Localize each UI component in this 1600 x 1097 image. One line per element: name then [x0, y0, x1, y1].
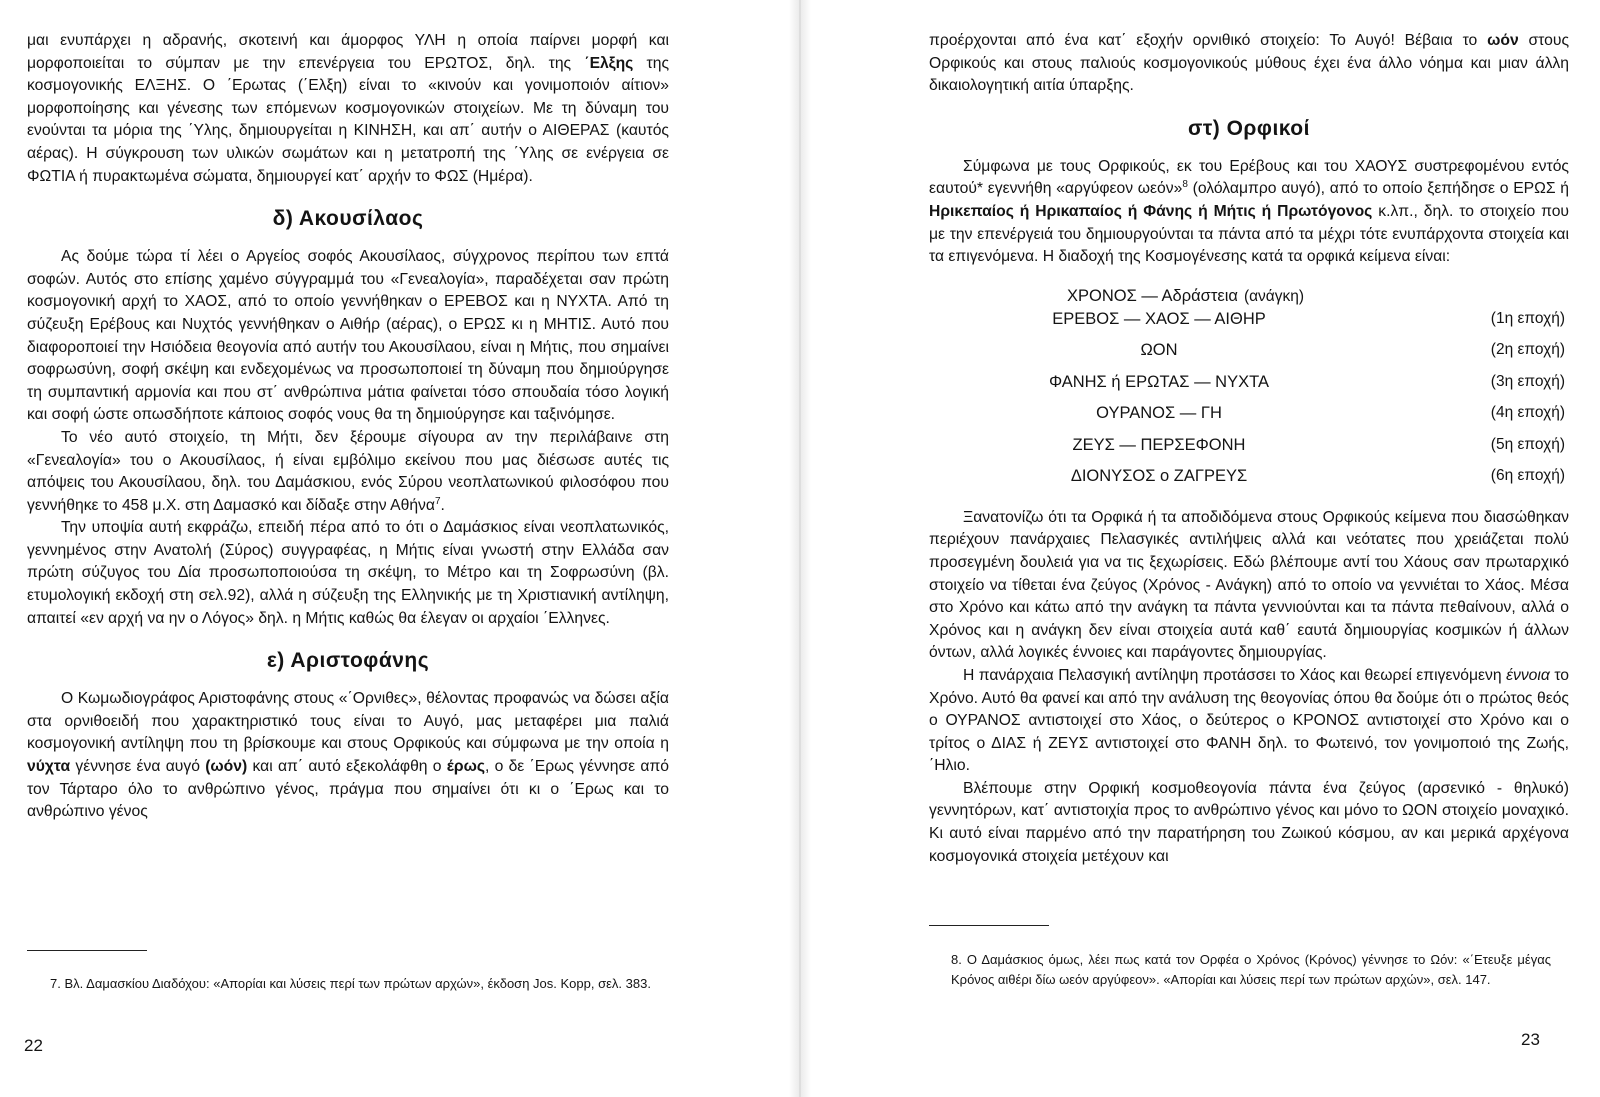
chronology-era: (1η εποχή)	[1490, 309, 1565, 327]
left-page-body	[27, 30, 669, 824]
paragraph: Βλέπουμε στην Ορφική κοσμοθεογονία πάντα ένα ζεύγος (αρσενικό - θηλυκό) γεννητόρων, κατ΄ αντιστοιχία προς το ανθρώπινο γένος και μόνο το ΩΟΝ στοιχείο μοναχικό. Κι αυτό είναι παρμένο από την παρατήρηση του Ζωικού κόσμου, αν και μερικά αρχέγονα κοσμογονικά στοιχεία μετέχουν και	[929, 779, 1569, 865]
chronology-era: (2η εποχή)	[1490, 341, 1565, 359]
chronology-row	[929, 369, 1569, 401]
paragraph: Ο Κωμωδιογράφος Αριστοφάνης στους «΄Ορνιθες», θέλοντας προφανώς να δώσει αξία στα ορνιθοειδή που χαρακτηριστικό τους είναι το Αυγό, μας μεταφέρει μια παλιά κοσμογονική αντίληψη που τη βρίσκουμε και στους Ορφικούς και σύμφωνα με την οποία η νύχτα γέννησε ένα αυγό (ωόν) και απ΄ αυτό εξεκολάφθη ο έρως, ο δε ΄Ερως γέννησε από τον Τάρταρο όλο το ανθρώπινο γένος, πράγμα που σημαίνει ότι κι ο ΄Ερως και το ανθρώπινο γένος	[27, 690, 670, 821]
chronology-era: (5η εποχή)	[1490, 435, 1565, 453]
chronology-note: (ανάγκη)	[1243, 287, 1305, 305]
chronology-row	[929, 463, 1569, 495]
chronology-name: ΟΥΡΑΝΟΣ — ΓΗ	[1096, 404, 1222, 423]
section-heading-orfikoi: στ) Ορφικοί	[1188, 116, 1310, 140]
chronology-era: (4η εποχή)	[1490, 404, 1565, 422]
page-number: 23	[1521, 1030, 1540, 1049]
section-heading-aristofanis: ε) Αριστοφάνης	[266, 649, 430, 673]
right-page-body	[929, 30, 1569, 868]
paragraph: μαι ενυπάρχει η αδρανής, σκοτεινή και άμορφος ΥΛΗ η οποία παίρνει μορφή και μορφοποιείται το σύμπαν με την επενέργεια του ΕΡΩΤΟΣ, δηλ. της ΄Ελξης της κοσμογονικής ΕΛΞΗΣ. Ο ΄Ερωτας (΄Ελξη) είναι το «κινούν και γονιμοποιόν αίτιον» μορφοποίησης και γένεσης των επόμενων κοσμογονικών στοιχείων. Με τη δύναμη του ενούνται τα μόρια της ΄Υλης, δημιουργείται η ΚΙΝΗΣΗ, και απ΄ αυτήν ο ΑΙΘΕΡΑΣ (καυτός αέρας). Η σύγκρουση των υλικών σωμάτων και η μετατροπή της ΄Υλης σε ενέργεια σε ΦΩΤΙΑ ή πυρακτωμένα σώματα, δημιουργεί κατ΄ αρχήν το ΦΩΣ (Ημέρα).	[27, 32, 670, 185]
footnote-7: 7. Βλ. Δαμασκίου Διαδόχου: «Απορίαι και λύσεις περί των πρώτων αρχών», έκδοση Jos. Kopp, σελ. 383.	[50, 976, 651, 991]
paragraph: Ας δούμε τώρα τί λέει ο Αργείος σοφός Ακουσίλαος, σύγχρονος περίπου των επτά σοφών. Αυτός στο επίσης χαμένο σύγγραμμά του «Γενεαλογία», παραδέχεται σαν πρώτη κοσμογονική αρχή το ΧΑΟΣ, από το οποίο γεννήθηκαν ο ΕΡΕΒΟΣ και η ΝΥΧΤΑ. Από τη σύζευξη Ερέβους και Νυχτός γεννήθηκαν ο Αιθήρ (αέρας), ο ΕΡΩΣ κι η ΜΗΤΙΣ. Αυτό που διαφοροποιεί την Ησιόδεια θεογονία από αυτήν του Ακουσίλαου, είναι η Μήτις, που σημαίνει σοφρωσύνη, σοφή σκέψη και ενδεχομένως να προσωποποιεί τη δύναμη που δημιούργησε τη συμπαντική αρμονία και που στ΄ ανθρώπινα μάτια φαίνεται τόσο σπουδαία τόσο λογική και σοφή ώστε οπωσδήποτε κάποιος σοφός νους θα τη δημιούργησε και ταξινόμησε.	[27, 248, 669, 424]
chronology-name: ΖΕΥΣ — ΠΕΡΣΕΦΟΝΗ	[1072, 435, 1246, 454]
chronology-era: (6η εποχή)	[1490, 467, 1565, 485]
footnote-8: 8. Ο Δαμάσκιος όμως, λέει πως κατά τον Ορφέα ο Χρόνος (Κρόνος) γέννησε το Ωόν: «΄Ετευξε μέγας Κρόνος αιθέρι δίω ωεόν αργύφεον». «Απορίαι και λύσεις περί των πρώτων αρχών», σελ. 147.	[951, 952, 1551, 987]
chronology-row	[929, 400, 1569, 432]
chronology-name: ΧΡΟΝΟΣ — Αδράστεια	[1067, 286, 1238, 305]
paragraph: Την υποψία αυτή εκφράζω, επειδή πέρα από το ότι ο Δαμάσκιος είναι νεοπλατωνικός, γεννημένος στην Ανατολή (Σύρος) συγγραφέας, η Μήτις είναι γνωστή στην Ελλάδα σαν πρώτη σύζυγος του Δία προσωποποιούσα τη σκέψη, το Μέτρο και τη Σοφρωσύνη (βλ. ετυμολογική εκδοχή στη σελ.92), αλλά η σύζευξη της Ελληνικής με τη Χριστιανική αντίληψη, απαιτεί «εν αρχή να ην ο Λόγος» δηλ. η Μήτις καθώς θα έλεγαν οι αρχαίοι ΄Ελληνες.	[27, 519, 669, 627]
page-number: 22	[24, 1036, 43, 1055]
paragraph: Το νέο αυτό στοιχείο, τη Μήτι, δεν ξέρουμε σίγουρα αν την περιλάβαινε στη «Γενεαλογία» του ο Ακουσίλαος, ή είναι εμβόλιμο εκείνου που μας διέσωσε αυτές τις απόψεις του Ακουσίλαου, δηλ. του Δαμάσκιου, ενός Σύρου νεοπλατωνικού φιλοσόφου που γεννήθηκε το 458 μ.Χ. στη Δαμασκό και δίδαξε στην Αθήνα$^7$.	[27, 428, 669, 514]
chronology-row	[929, 432, 1569, 464]
paragraph: προέρχονται από ένα κατ΄ εξοχήν ορνιθικό στοιχείο: Το Αυγό! Βέβαια το ωόν στους Ορφικούς και στους παλιούς κοσμογονικούς μύθους έχει ένα άλλο νόημα και μιαν άλλη δικαιολογητική αιτία ύπαρξης.	[929, 32, 1570, 95]
chronology-name: ΩΟΝ	[1140, 341, 1178, 360]
left-page	[0, 0, 789, 1097]
chronology-name: ΦΑΝΗΣ ή ΕΡΩΤΑΣ — ΝΥΧΤΑ	[1049, 372, 1269, 391]
chronology-era: (3η εποχή)	[1490, 372, 1565, 390]
footnote-ref-7: 7	[434, 495, 441, 507]
chronology-name: ΔΙΟΝΥΣΟΣ ο ΖΑΓΡΕΥΣ	[1070, 467, 1248, 486]
book-gutter	[789, 0, 811, 1097]
paragraph: Η πανάρχαια Πελασγική αντίληψη προτάσσει το Χάος και θεωρεί επιγενόμενη έννοια το Χρόνο. Αυτό θα φανεί και από την ανάλυση της θεογονίας όπου θα δούμε ότι ο πρώτος θεός ο ΟΥΡΑΝΟΣ αντιστοιχεί στο Χάος, ο δεύτερος ο ΚΡΟΝΟΣ αντιστοιχεί στο Χρόνο και ο τρίτος ο ΔΙΑΣ ή ΖΕΥΣ αντιστοιχεί στο ΦΑΝΗ δηλ. το Φωτεινό, τον γονιμοποιό της Ζωής, ΄Ηλιο.	[929, 666, 1570, 775]
footnote-rule	[27, 950, 147, 951]
chronology-row	[929, 306, 1569, 338]
paragraph: Σύμφωνα με τους Ορφικούς, εκ του Ερέβους και του ΧΑΟΥΣ συστρεφομένου εντός εαυτού* εγεννήθη «αργύφεον ωεόν»$^8$ (ολόλαμπρο αυγό), από το οποίο ξεπήδησε ο ΕΡΩΣ ή Ηρικεπαίος ή Ηρικαπαίος ή Φάνης ή Μήτις ή Πρωτόγονος κ.λπ., δηλ. το στοιχείο που με την επενέργειά του δημιουργούνται τα πάντα από τα μέχρι τότε ενυπάρχοντα στοιχεία και τα επιγενόμενα. Η διαδοχή της Κοσμογένεσης κατά τα ορφικά κείμενα είναι:	[929, 157, 1570, 266]
chronology-name: ΕΡΕΒΟΣ — ΧΑΟΣ — ΑΙΘΗΡ	[1052, 309, 1266, 328]
footnote-rule	[929, 925, 1049, 926]
paragraph: Ξανατονίζω ότι τα Ορφικά ή τα αποδιδόμενα στους Ορφικούς κείμενα που διασώθηκαν περιέχουν πανάρχαιες Πελασγικές αντιλήψεις αλλά και νεότατες που χρειάζεται πολύ προσεγμένη δουλειά για να τις ξεχωρίσεις. Εδώ βλέπουμε αντί του Χάους σαν πρωταρχικό στοιχείο να τίθεται ένα ζεύγος (Χρόνος - Ανάγκη) από το οποίο να γεννιέται το Χάος. Μέσα στο Χρόνο και κάτω από την ανάγκη τα πάντα γεννιούνται και τα πάντα πεθαίνουν, αλλά ο Χρόνος και η ανάγκη δεν είναι στοιχεία αυτά καθ΄ εαυτά δημιουργίας κοσμικών ή άλλων όντων, αλλά λογικές έννοιες και παράγοντες δημιουργίας.	[929, 508, 1569, 662]
footnote-ref-8: 8	[1182, 179, 1188, 191]
right-page	[811, 0, 1600, 1097]
chronology-row	[929, 337, 1569, 369]
cosmogony-chronology	[929, 283, 1569, 495]
section-heading-akousilaos: δ) Ακουσίλαος	[272, 207, 424, 231]
chronology-row	[929, 283, 1569, 306]
